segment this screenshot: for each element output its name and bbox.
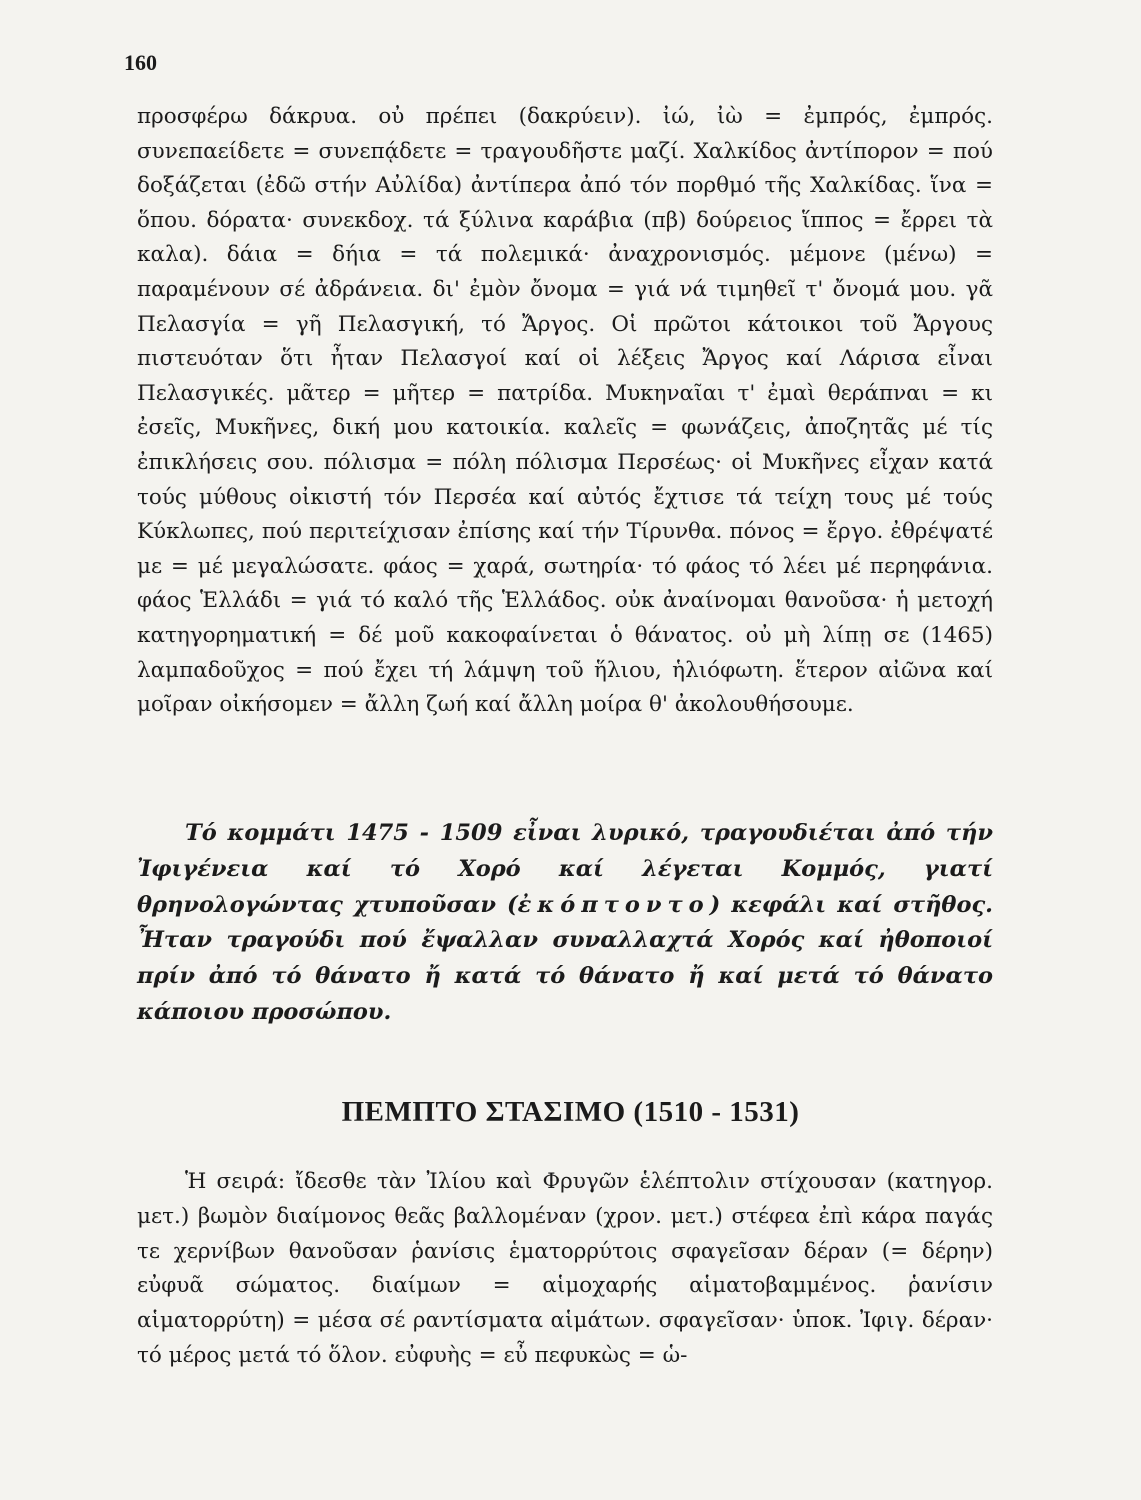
kommos-note xyxy=(137,816,993,1031)
verse-commentary xyxy=(137,100,993,723)
ode-commentary xyxy=(137,1165,993,1374)
note-text-part1: Τό κομμάτι 1475 - 1509 εἶναι λυρικό, τραγουδιέται ἀπό τήν Ἰφιγένεια καί τό Χορό καί λέγεται Κομμός, γιατί θρηνολογώντας χτυποῦσαν ( xyxy=(137,820,993,918)
section-heading: ΠΕΜΠΤΟ ΣΤΑΣΙΜΟ (1510 - 1531) xyxy=(341,1096,800,1128)
page-number: 160 xyxy=(124,50,157,75)
commentary-paragraph: προσφέρω δάκρυα. οὐ πρέπει (δακρύειν). ἰώ, ἰὼ = ἐμπρός, ἐμπρός. συνεπαείδετε = συνεπᾴδετε = τραγουδῆστε μαζί. Χαλκίδος ἀντίπορον = πού δοξάζεται (ἐδῶ στήν Αὐλίδα) ἀντίπερα ἀπό τόν πορθμό τῆς Χαλκίδας. ἵνα = ὅπου. δόρατα· συνεκδοχ. τά ξύλινα καράβια (πβ) δούρειος ἵππος = ἔρρει τὰ καλα). δάια = δήια = τά πολεμικά· ἀναχρονισμός. μέμονε (μένω) = παραμένουν σέ ἀδράνεια. δι' ἐμὸν ὄνομα = γιά νά τιμηθεῖ τ' ὄνομά μου. γᾶ Πελασγία = γῆ Πελασγική, τό Ἄργος. Οἱ πρῶτοι κάτοικοι τοῦ Ἄργους πιστευόταν ὅτι ἦταν Πελασγοί καί οἱ λέξεις Ἄργος καί Λάρισα εἶναι Πελασγικές. μᾶτερ = μῆτερ = πατρίδα. Μυκηναῖαι τ' ἐμαὶ θεράπναι = κι ἐσεῖς, Μυκῆνες, δική μου κατοικία. καλεῖς = φωνάζεις, ἀποζητᾶς μέ τίς ἐπικλήσεις σου. πόλισμα = πόλη πόλισμα Περσέως· οἱ Μυκῆνες εἶχαν κατά τούς μύθους οἰκιστή τόν Περσέα καί αὐτός ἔχτισε τά τείχη τους μέ τούς Κύκλωπες, πού περιτείχισαν ἐπίσης καί τήν Τίρυνθα. πόνος = ἔργο. ἐθρέψατέ με = μέ μεγαλώσατε. φάος = χαρά, σωτηρία· τό φάος τό λέει μέ περηφάνια. φάος Ἑλλάδι = γιά τό καλό τῆς Ἑλλάδος. οὐκ ἀναίνομαι θανοῦσα· ἡ μετοχή κατηγορηματική = δέ μοῦ κακοφαίνεται ὁ θάνατος. οὐ μὴ λίπῃ σε (1465) λαμπαδοῦχος = πού ἔχει τή λάμψη τοῦ ἥλιου, ἡλιόφωτη. ἕτερον αἰῶνα καί μοῖραν οἰκήσομεν = ἄλλη ζωή καί ἄλλη μοίρα θ' ἀκολουθήσουμε. xyxy=(137,104,993,718)
ode-commentary-paragraph: Ἡ σειρά: ἴδεσθε τὰν Ἰλίου καὶ Φρυγῶν ἑλέπτολιν στίχουσαν (κατηγορ. μετ.) βωμὸν διαίμονος θεᾶς βαλλομέναν (χρον. μετ.) στέφεα ἐπὶ κάρα παγάς τε χερνίβων θανοῦσαν ῥανίσις ἑματορρύτοις σφαγεῖσαν δέραν (= δέρην) εὐφυᾶ σώματος. διαίμων = αἱμοχαρής αἱματοβαμμένος. ῥανίσιν αἱματορρύτη) = μέσα σέ ραντίσματα αἱμάτων. σφαγεῖσαν· ὑποκ. Ἰφιγ. δέραν· τό μέρος μετά τό ὅλον. εὐφυὴς = εὖ πεφυκὼς = ὡ- xyxy=(137,1169,993,1368)
note-spaced-word: ἐκόπτοντο xyxy=(517,891,710,918)
note-text-part2: ) κεφάλι καί στῆθος. Ἦταν τραγούδι πού ἔψαλλαν συναλλαχτά Χορός καί ἠθοποιοί πρίν ἀπό τό θάνατο ἤ κατά τό θάνατο ἤ καί μετά τό θάνατο κάποιου προσώπου. xyxy=(137,891,993,1025)
